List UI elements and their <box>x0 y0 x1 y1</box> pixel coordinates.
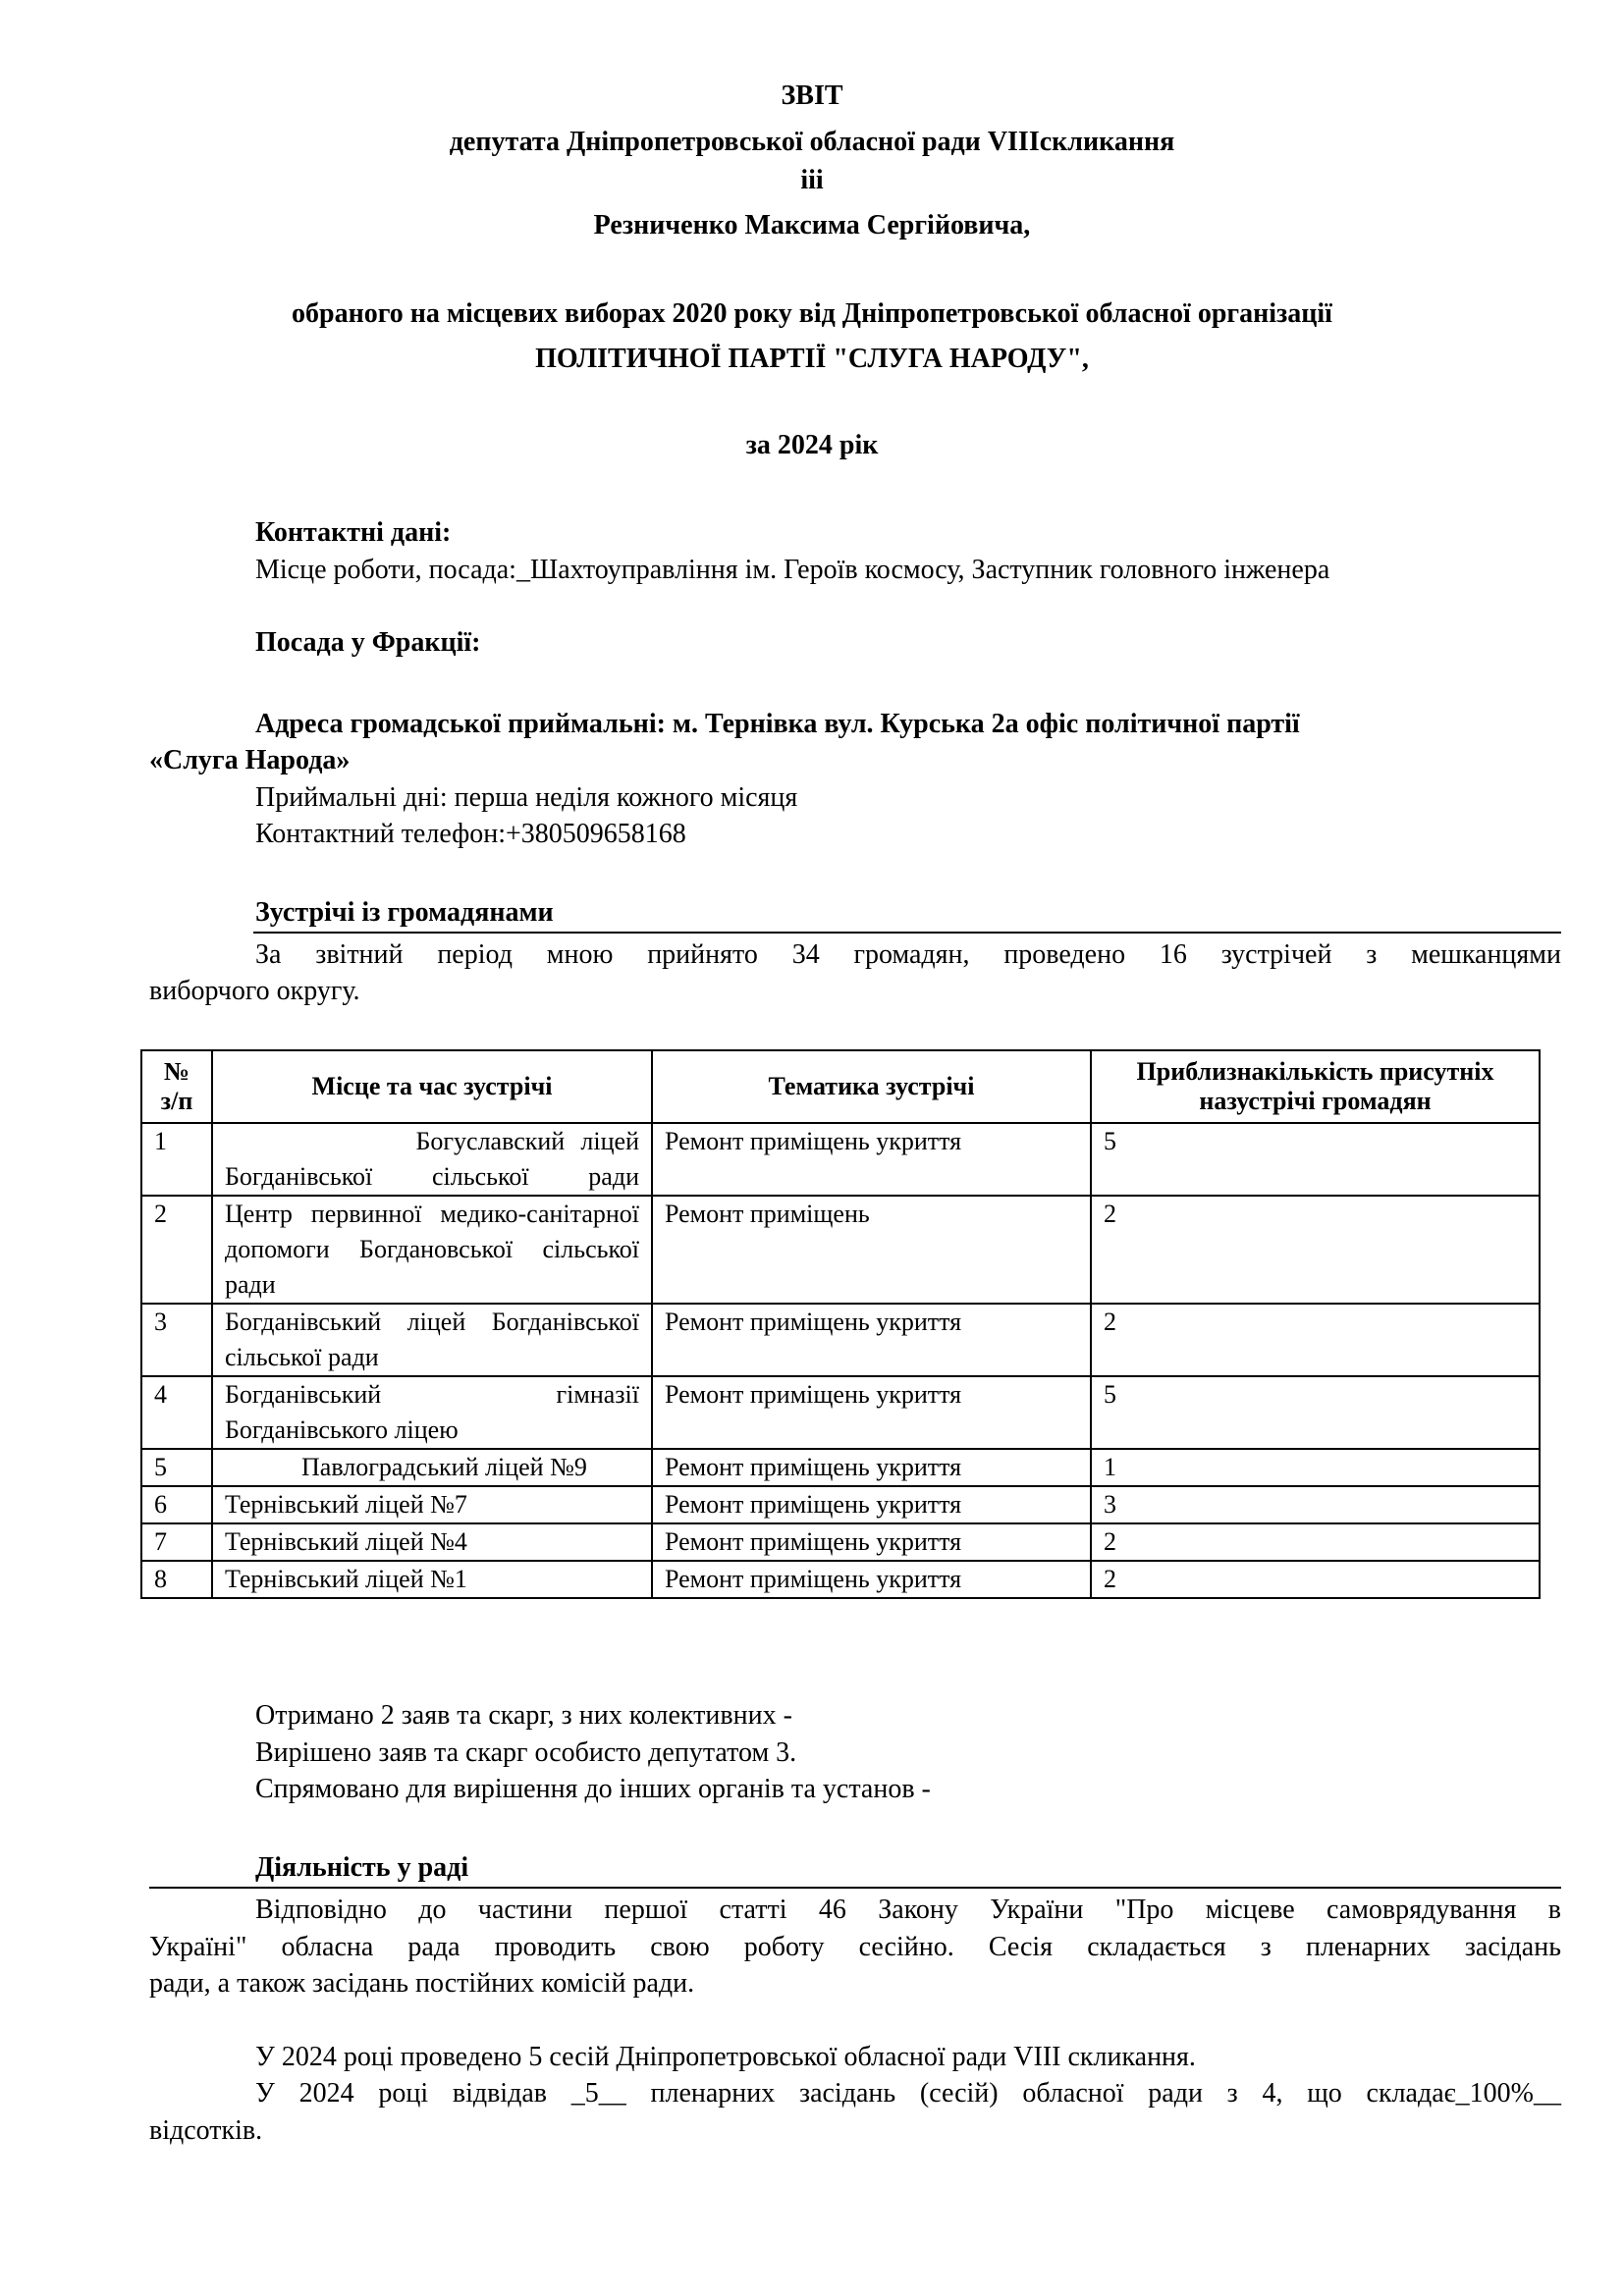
cell-place: Центр первинної медико-санітарної допомоги Богдановської сільської ради <box>212 1196 652 1304</box>
contact-phone: Контактний телефон:+380509658168 <box>255 819 686 849</box>
meetings-summary-line-2: виборчого округу. <box>149 976 360 1006</box>
address-line-1: Адреса громадської приймальні: м. Тернівка вул. Курська 2а офіс політичної партії <box>255 709 1300 739</box>
table-row <box>141 1196 1540 1304</box>
council-para-line-3: ради, а також засідань постійних комісій ради. <box>149 1968 695 1999</box>
cell-place: Тернівський ліцей №4 <box>212 1523 652 1561</box>
cell-count: 5 <box>1091 1376 1540 1449</box>
cell-count: 1 <box>1091 1449 1540 1486</box>
council-heading: Діяльність у раді <box>255 1852 469 1883</box>
cell-place: Тернівський ліцей №7 <box>212 1486 652 1523</box>
header-topic: Тематика зустрічі <box>652 1050 1091 1123</box>
complaints-received: Отримано 2 заяв та скарг, з них колективних - <box>255 1700 792 1731</box>
cell-place-text <box>225 1124 639 1195</box>
report-period: за 2024 рік <box>745 430 879 460</box>
table-row <box>141 1561 1540 1598</box>
cell-topic: Ремонт приміщень укриття <box>652 1376 1091 1449</box>
meetings-heading: Зустрічі із громадянами <box>255 897 554 928</box>
header-number-line-2: з/п <box>160 1087 193 1115</box>
cell-topic: Ремонт приміщень укриття <box>652 1561 1091 1598</box>
cell-topic: Ремонт приміщень <box>652 1196 1091 1304</box>
header-stray-text: ііі <box>800 165 824 195</box>
faction-position-label: Посада у Фракції: <box>255 627 481 658</box>
cell-number: 8 <box>141 1561 212 1598</box>
party-name: ПОЛІТИЧНОЇ ПАРТІЇ "СЛУГА НАРОДУ", <box>535 344 1089 374</box>
address-line-2: «Слуга Народа» <box>149 745 351 775</box>
table-row <box>141 1304 1540 1376</box>
workplace-text: Місце роботи, посада:_Шахтоуправління ім. Героїв космосу, Заступник головного інженера <box>255 555 1330 585</box>
deputy-name: Резниченко Максима Сергійовича, <box>593 210 1031 240</box>
cell-topic: Ремонт приміщень укриття <box>652 1304 1091 1376</box>
cell-count: 2 <box>1091 1196 1540 1304</box>
table-row <box>141 1123 1540 1196</box>
table-row <box>141 1376 1540 1449</box>
cell-number: 2 <box>141 1196 212 1304</box>
reception-days: Приймальні дні: перша неділя кожного місяця <box>255 782 798 813</box>
table-header-row <box>141 1050 1540 1123</box>
cell-topic: Ремонт приміщень укриття <box>652 1123 1091 1196</box>
header-attendees: Приблизнакількість присутніх назустрічі громадян <box>1091 1050 1540 1123</box>
meetings-table <box>140 1049 1541 1599</box>
table-row <box>141 1449 1540 1486</box>
elected-line: обраного на місцевих виборах 2020 року від Дніпропетровської обласної організації <box>292 298 1332 329</box>
sessions-held: У 2024 році проведено 5 сесій Дніпропетровської обласної ради VIII скликання. <box>255 2042 1196 2072</box>
contacts-heading: Контактні дані: <box>255 517 452 548</box>
cell-place: Богданівський гімназії Богданівського ліцею <box>212 1376 652 1449</box>
cell-count: 5 <box>1091 1123 1540 1196</box>
header-number <box>141 1050 212 1123</box>
attendance-line-1: У 2024 році відвідав _5__ пленарних засідань (сесій) обласної ради з 4, що складає_100%__ <box>255 2078 1561 2109</box>
council-para-line-2: Україні" обласна рада проводить свою роботу сесійно. Сесія складається з пленарних засідань <box>149 1932 1561 1962</box>
cell-count: 3 <box>1091 1486 1540 1523</box>
cell-number: 5 <box>141 1449 212 1486</box>
cell-place-value: Богуславский ліцей Богданівської сільської ради <box>225 1127 639 1191</box>
cell-place: Тернівський ліцей №1 <box>212 1561 652 1598</box>
cell-number: 4 <box>141 1376 212 1449</box>
header-place: Місце та час зустрічі <box>212 1050 652 1123</box>
cell-place <box>212 1123 652 1196</box>
deputy-council-line: депутата Дніпропетровської обласної ради VIIIскликання <box>449 127 1175 157</box>
cell-count: 2 <box>1091 1523 1540 1561</box>
cell-number: 3 <box>141 1304 212 1376</box>
cell-topic: Ремонт приміщень укриття <box>652 1486 1091 1523</box>
meetings-summary-line-1: За звітний період мною прийнято 34 громадян, проведено 16 зустрічей з мешканцями <box>255 939 1561 970</box>
cell-number: 7 <box>141 1523 212 1561</box>
cell-count: 2 <box>1091 1561 1540 1598</box>
complaints-resolved: Вирішено заяв та скарг особисто депутатом 3. <box>255 1737 797 1768</box>
council-para-line-1: Відповідно до частини першої статті 46 Закону України "Про місцеве самоврядування в <box>255 1895 1561 1925</box>
cell-topic: Ремонт приміщень укриття <box>652 1523 1091 1561</box>
table-row <box>141 1523 1540 1561</box>
cell-number: 6 <box>141 1486 212 1523</box>
cell-place-text <box>225 1450 639 1485</box>
report-title: ЗВІТ <box>781 80 843 111</box>
attendance-line-2: відсотків. <box>149 2115 263 2146</box>
cell-count: 2 <box>1091 1304 1540 1376</box>
council-heading-rule <box>149 1887 1561 1889</box>
meetings-heading-rule <box>253 932 1561 934</box>
table-row <box>141 1486 1540 1523</box>
cell-place <box>212 1449 652 1486</box>
header-number-line-1: № <box>163 1057 190 1086</box>
cell-place-value: Павлоградський ліцей №9 <box>301 1453 587 1481</box>
cell-topic: Ремонт приміщень укриття <box>652 1449 1091 1486</box>
cell-number: 1 <box>141 1123 212 1196</box>
complaints-forwarded: Спрямовано для вирішення до інших органів та установ - <box>255 1774 931 1804</box>
cell-place: Богданівський ліцей Богданівської сільської ради <box>212 1304 652 1376</box>
